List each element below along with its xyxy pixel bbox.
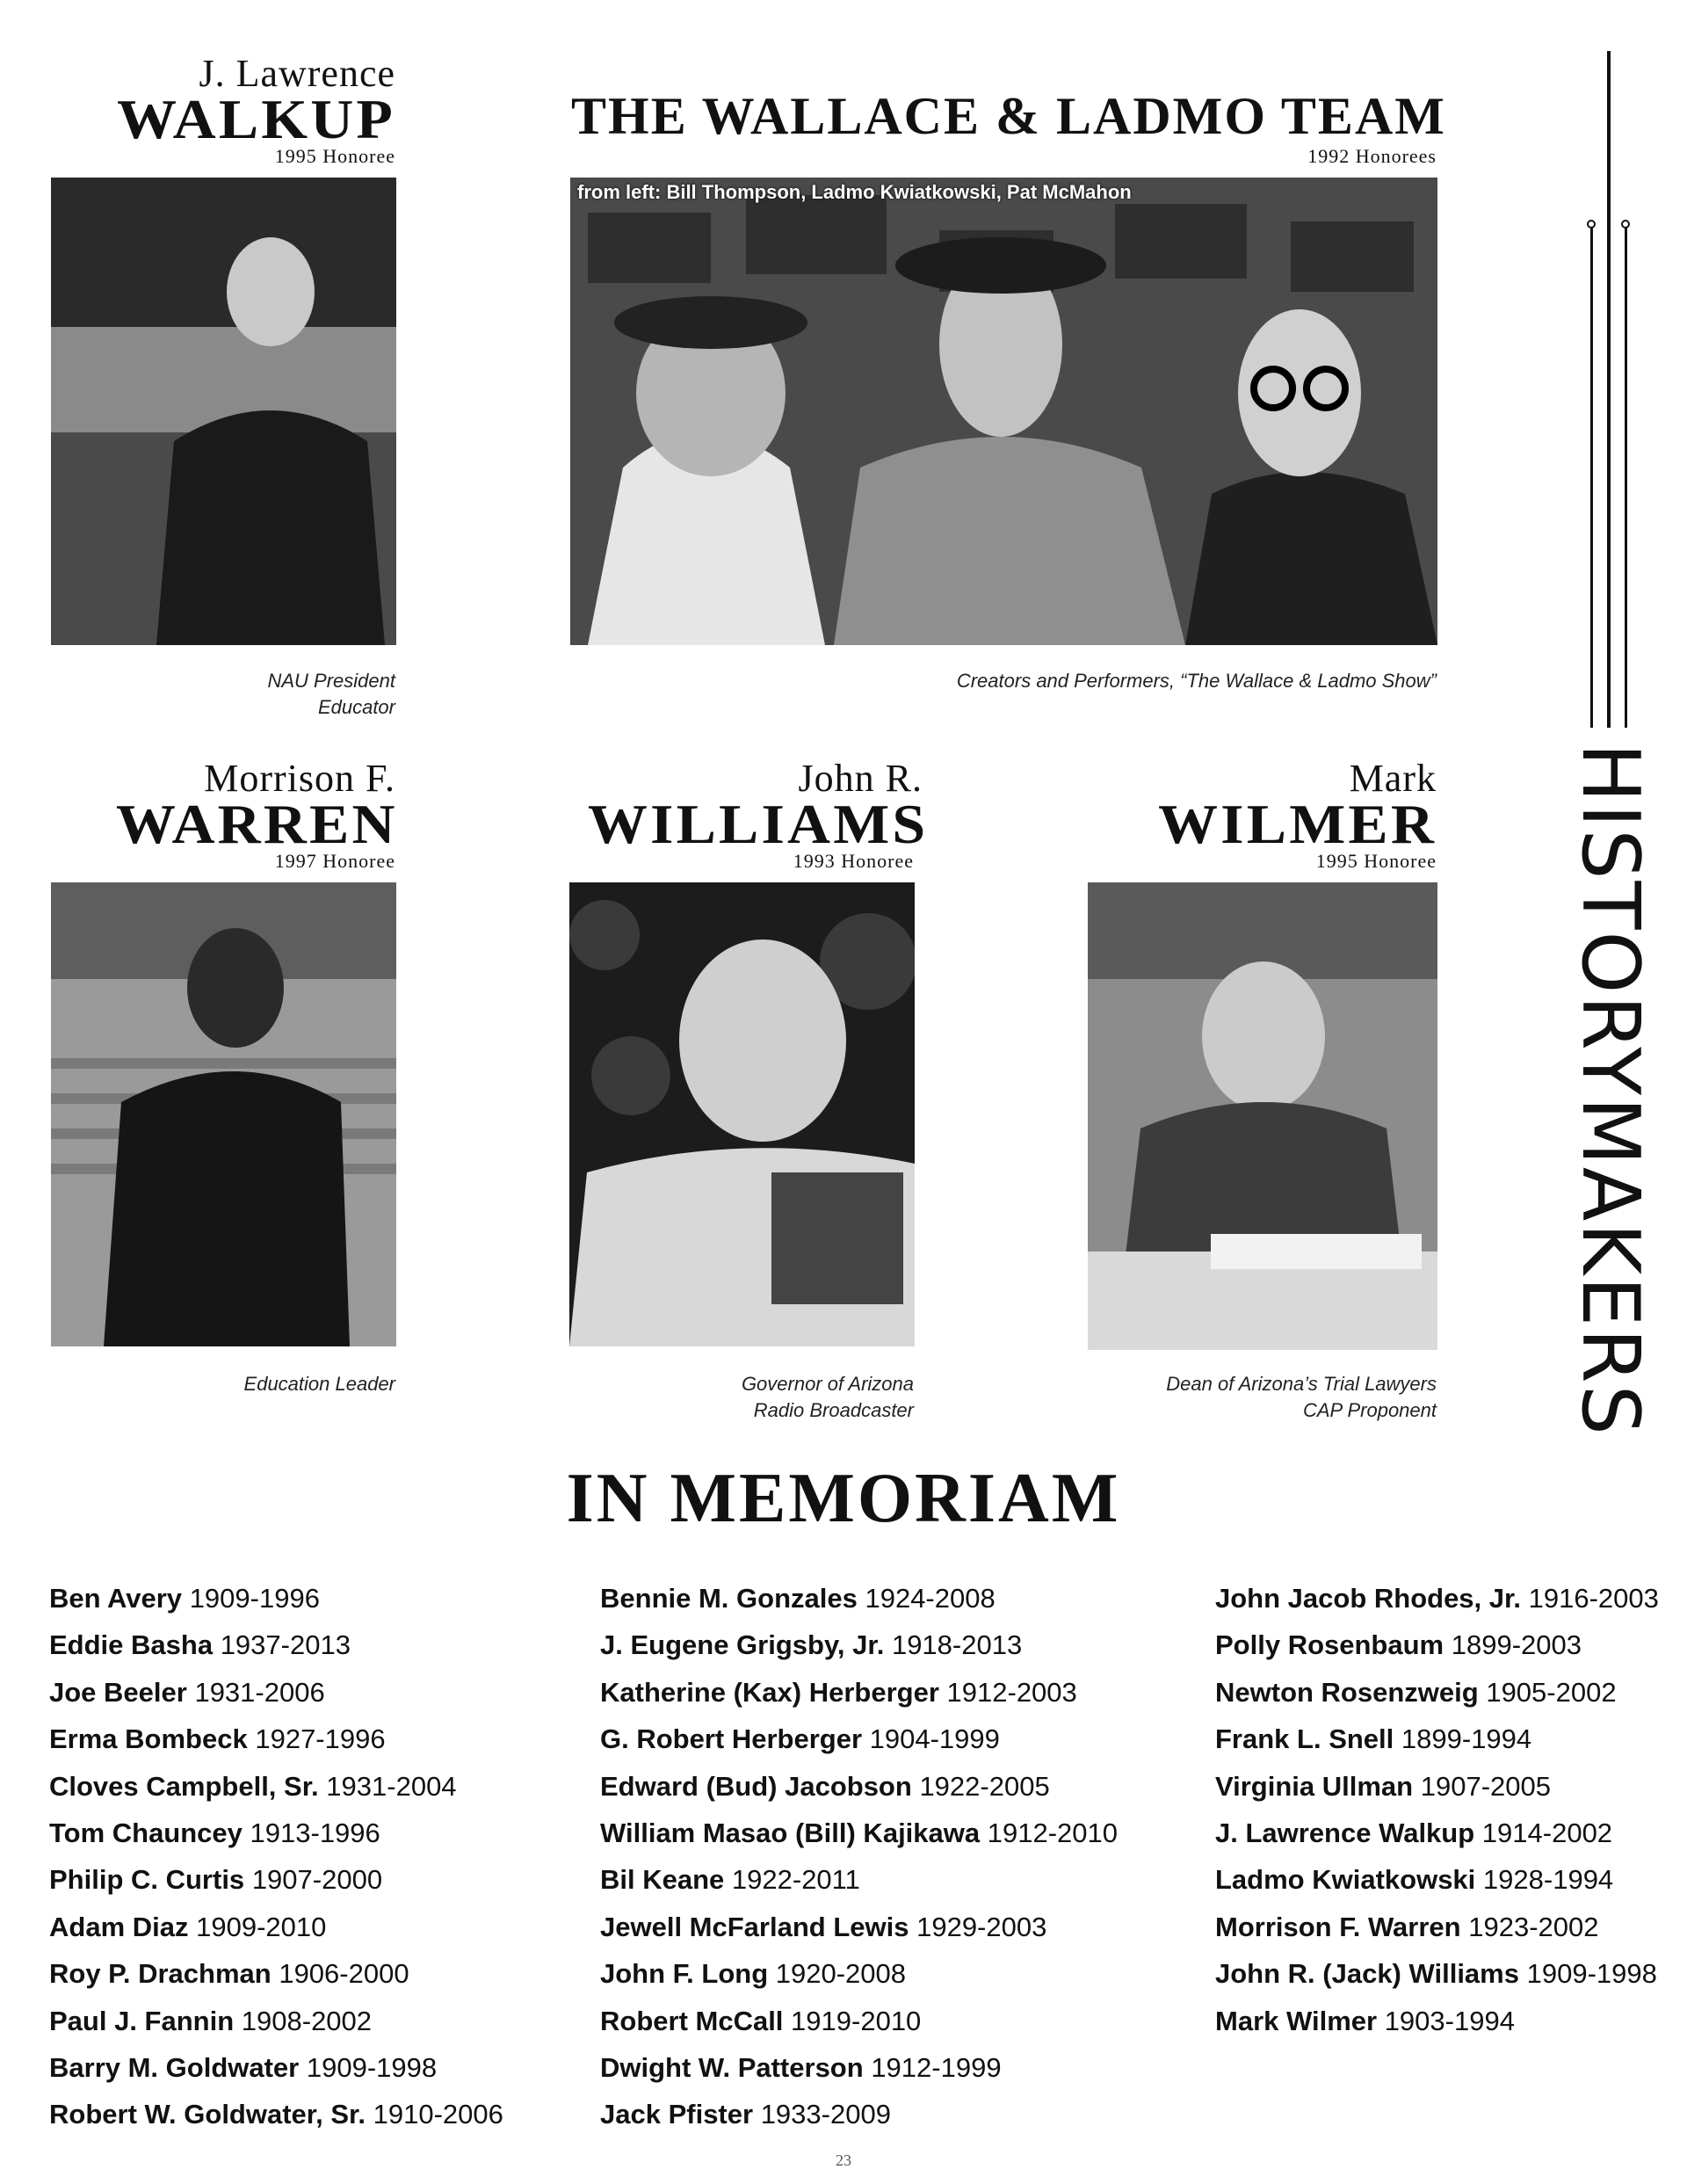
memoriam-years: 1909-1998 — [306, 2052, 438, 2084]
memoriam-entry — [600, 1763, 1118, 1810]
memoriam-name: Cloves Campbell, Sr. — [49, 1770, 319, 1802]
memoriam-years: 1929-2003 — [916, 1911, 1047, 1942]
memoriam-years: 1912-1999 — [871, 2052, 1002, 2084]
memoriam-name: Philip C. Curtis — [49, 1864, 245, 1896]
memoriam-name: John F. Long — [600, 1958, 769, 1990]
memoriam-years: 1909-1998 — [1526, 1958, 1657, 1990]
memoriam-years: 1909-1996 — [189, 1583, 320, 1614]
warren-first-name: Morrison F. — [204, 757, 395, 800]
memoriam-column-3 — [1215, 1575, 1659, 2044]
memoriam-entry — [600, 1904, 1118, 1950]
memoriam-entry — [1215, 1904, 1659, 1950]
memoriam-entry — [49, 2091, 503, 2137]
memoriam-years: 1931-2004 — [326, 1770, 457, 1802]
memoriam-years: 1922-2011 — [731, 1864, 860, 1896]
memoriam-name: Paul J. Fannin — [49, 2005, 235, 2036]
team-caption: Creators and Performers, “The Wallace & Ladmo Show” — [956, 670, 1437, 692]
memoriam-title: IN MEMORIAM — [566, 1460, 1121, 1537]
memoriam-years: 1931-2006 — [194, 1676, 325, 1708]
warren-year: 1997 Honoree — [274, 850, 395, 872]
memoriam-years: 1907-2000 — [251, 1864, 383, 1896]
memoriam-entry — [600, 1575, 1118, 1622]
memoriam-entry — [600, 2091, 1118, 2137]
memoriam-name: J. Lawrence Walkup — [1215, 1818, 1475, 1849]
side-dot-right — [1621, 220, 1630, 229]
memoriam-name: Joe Beeler — [49, 1676, 187, 1708]
walkup-photo — [51, 178, 396, 645]
memoriam-entry — [1215, 1763, 1659, 1810]
williams-year: 1993 Honoree — [793, 850, 914, 872]
team-title: THE WALLACE & LADMO TEAM — [571, 87, 1446, 145]
memoriam-entry — [1215, 1716, 1659, 1762]
side-rule-right — [1625, 227, 1627, 728]
wilmer-caption-line-1: Dean of Arizona’s Trial Lawyers — [1166, 1373, 1437, 1395]
memoriam-name: Virginia Ullman — [1215, 1770, 1414, 1802]
memoriam-name: Erma Bombeck — [49, 1723, 248, 1755]
memoriam-entry — [49, 1763, 503, 1810]
memoriam-entry — [49, 2044, 503, 2091]
memoriam-entry — [1215, 1950, 1659, 1997]
williams-caption-line-2: Radio Broadcaster — [753, 1399, 914, 1421]
memoriam-years: 1904-1999 — [869, 1723, 1000, 1755]
memoriam-entry — [600, 1856, 1118, 1903]
memoriam-entry — [1215, 1856, 1659, 1903]
memoriam-years: 1910-2006 — [373, 2099, 503, 2130]
memoriam-name: Jewell McFarland Lewis — [600, 1911, 909, 1942]
memoriam-entry — [49, 1716, 503, 1762]
memoriam-years: 1913-1996 — [250, 1818, 380, 1849]
memoriam-name: Katherine (Kax) Herberger — [600, 1676, 939, 1708]
memoriam-entry — [49, 1904, 503, 1950]
memoriam-years: 1919-2010 — [791, 2005, 922, 2036]
memoriam-name: Ladmo Kwiatkowski — [1215, 1864, 1476, 1896]
memoriam-name: William Masao (Bill) Kajikawa — [600, 1818, 981, 1849]
memoriam-entry — [1215, 1998, 1659, 2044]
memoriam-years: 1924-2008 — [865, 1583, 996, 1614]
memoriam-name: Newton Rosenzweig — [1215, 1676, 1479, 1708]
walkup-caption-line-2: Educator — [317, 696, 395, 718]
side-rule-left — [1590, 227, 1593, 728]
side-rule-center — [1607, 51, 1611, 728]
memoriam-entry — [49, 1998, 503, 2044]
memoriam-entry — [49, 1810, 503, 1856]
memoriam-years: 1907-2005 — [1420, 1770, 1551, 1802]
memoriam-name: G. Robert Herberger — [600, 1723, 863, 1755]
memoriam-name: Jack Pfister — [600, 2099, 754, 2130]
memoriam-years: 1927-1996 — [255, 1723, 386, 1755]
side-title: HISTORYMAKERS — [1564, 743, 1656, 1437]
williams-photo — [569, 882, 915, 1346]
memoriam-name: Dwight W. Patterson — [600, 2052, 864, 2084]
memoriam-years: 1899-2003 — [1451, 1629, 1582, 1661]
memoriam-years: 1899-1994 — [1401, 1723, 1532, 1755]
memoriam-years: 1918-2013 — [891, 1629, 1023, 1661]
walkup-last-name: WALKUP — [117, 88, 395, 150]
memoriam-entry — [49, 1622, 503, 1668]
wilmer-first-name: Mark — [1349, 757, 1437, 800]
team-photo-label: from left: Bill Thompson, Ladmo Kwiatkowski, Pat McMahon — [577, 181, 1132, 203]
memoriam-entry — [1215, 1622, 1659, 1668]
memoriam-years: 1928-1994 — [1482, 1864, 1614, 1896]
team-photo — [570, 178, 1437, 645]
memoriam-name: Frank L. Snell — [1215, 1723, 1394, 1755]
memoriam-years: 1923-2002 — [1468, 1911, 1599, 1942]
wilmer-photo — [1088, 882, 1437, 1350]
memoriam-years: 1903-1994 — [1384, 2005, 1515, 2036]
memoriam-name: Tom Chauncey — [49, 1818, 243, 1849]
memoriam-entry — [49, 1669, 503, 1716]
memoriam-years: 1937-2013 — [220, 1629, 351, 1661]
memoriam-years: 1912-2010 — [987, 1818, 1118, 1849]
memoriam-name: John R. (Jack) Williams — [1215, 1958, 1519, 1990]
memoriam-name: Bennie M. Gonzales — [600, 1583, 858, 1614]
memoriam-name: Adam Diaz — [49, 1911, 189, 1942]
wilmer-caption-line-2: CAP Proponent — [1302, 1399, 1437, 1421]
memoriam-name: Bil Keane — [600, 1864, 725, 1896]
memoriam-entry — [600, 1810, 1118, 1856]
memoriam-entry — [600, 1716, 1118, 1762]
memoriam-years: 1909-2010 — [196, 1911, 327, 1942]
walkup-year: 1995 Honoree — [274, 145, 395, 167]
williams-caption-line-1: Governor of Arizona — [741, 1373, 914, 1395]
memoriam-entry — [600, 1998, 1118, 2044]
warren-caption: Education Leader — [243, 1373, 395, 1395]
memoriam-entry — [1215, 1810, 1659, 1856]
memoriam-name: Edward (Bud) Jacobson — [600, 1770, 912, 1802]
memoriam-name: Mark Wilmer — [1215, 2005, 1378, 2036]
memoriam-years: 1933-2009 — [760, 2099, 891, 2130]
side-dot-left — [1587, 220, 1596, 229]
memoriam-name: Eddie Basha — [49, 1629, 214, 1661]
memoriam-entry — [600, 2044, 1118, 2091]
page-number: 23 — [836, 2151, 851, 2169]
memoriam-entry — [1215, 1669, 1659, 1716]
memoriam-column-2 — [600, 1575, 1118, 2138]
memoriam-name: Barry M. Goldwater — [49, 2052, 300, 2084]
team-year: 1992 Honorees — [1307, 145, 1437, 167]
memoriam-entry — [600, 1950, 1118, 1997]
williams-last-name: WILLIAMS — [588, 793, 929, 855]
memoriam-column-1 — [49, 1575, 503, 2138]
memoriam-name: Robert McCall — [600, 2005, 784, 2036]
memoriam-name: Ben Avery — [49, 1583, 183, 1614]
warren-last-name: WARREN — [116, 793, 398, 855]
memoriam-years: 1908-2002 — [241, 2005, 373, 2036]
memoriam-entry — [1215, 1575, 1659, 1622]
memoriam-years: 1906-2000 — [279, 1958, 409, 1990]
memoriam-years: 1916-2003 — [1528, 1583, 1659, 1614]
memoriam-entry — [600, 1669, 1118, 1716]
walkup-caption-line-1: NAU President — [267, 670, 395, 692]
memoriam-years: 1914-2002 — [1481, 1818, 1613, 1849]
memoriam-name: Roy P. Drachman — [49, 1958, 272, 1990]
memoriam-name: J. Eugene Grigsby, Jr. — [600, 1629, 885, 1661]
walkup-first-name: J. Lawrence — [199, 52, 395, 95]
memoriam-name: Morrison F. Warren — [1215, 1911, 1461, 1942]
memoriam-entry — [49, 1950, 503, 1997]
memoriam-years: 1905-2002 — [1486, 1676, 1617, 1708]
memoriam-name: Polly Rosenbaum — [1215, 1629, 1444, 1661]
williams-first-name: John R. — [798, 757, 923, 800]
memoriam-years: 1920-2008 — [775, 1958, 907, 1990]
memoriam-name: Robert W. Goldwater, Sr. — [49, 2099, 366, 2130]
wilmer-year: 1995 Honoree — [1315, 850, 1437, 872]
memoriam-name: John Jacob Rhodes, Jr. — [1215, 1583, 1521, 1614]
memoriam-entry — [49, 1856, 503, 1903]
memoriam-years: 1922-2005 — [919, 1770, 1050, 1802]
wilmer-last-name: WILMER — [1158, 793, 1437, 855]
memoriam-entry — [600, 1622, 1118, 1668]
memoriam-years: 1912-2003 — [946, 1676, 1077, 1708]
memoriam-entry — [49, 1575, 503, 1622]
warren-photo — [51, 882, 396, 1346]
